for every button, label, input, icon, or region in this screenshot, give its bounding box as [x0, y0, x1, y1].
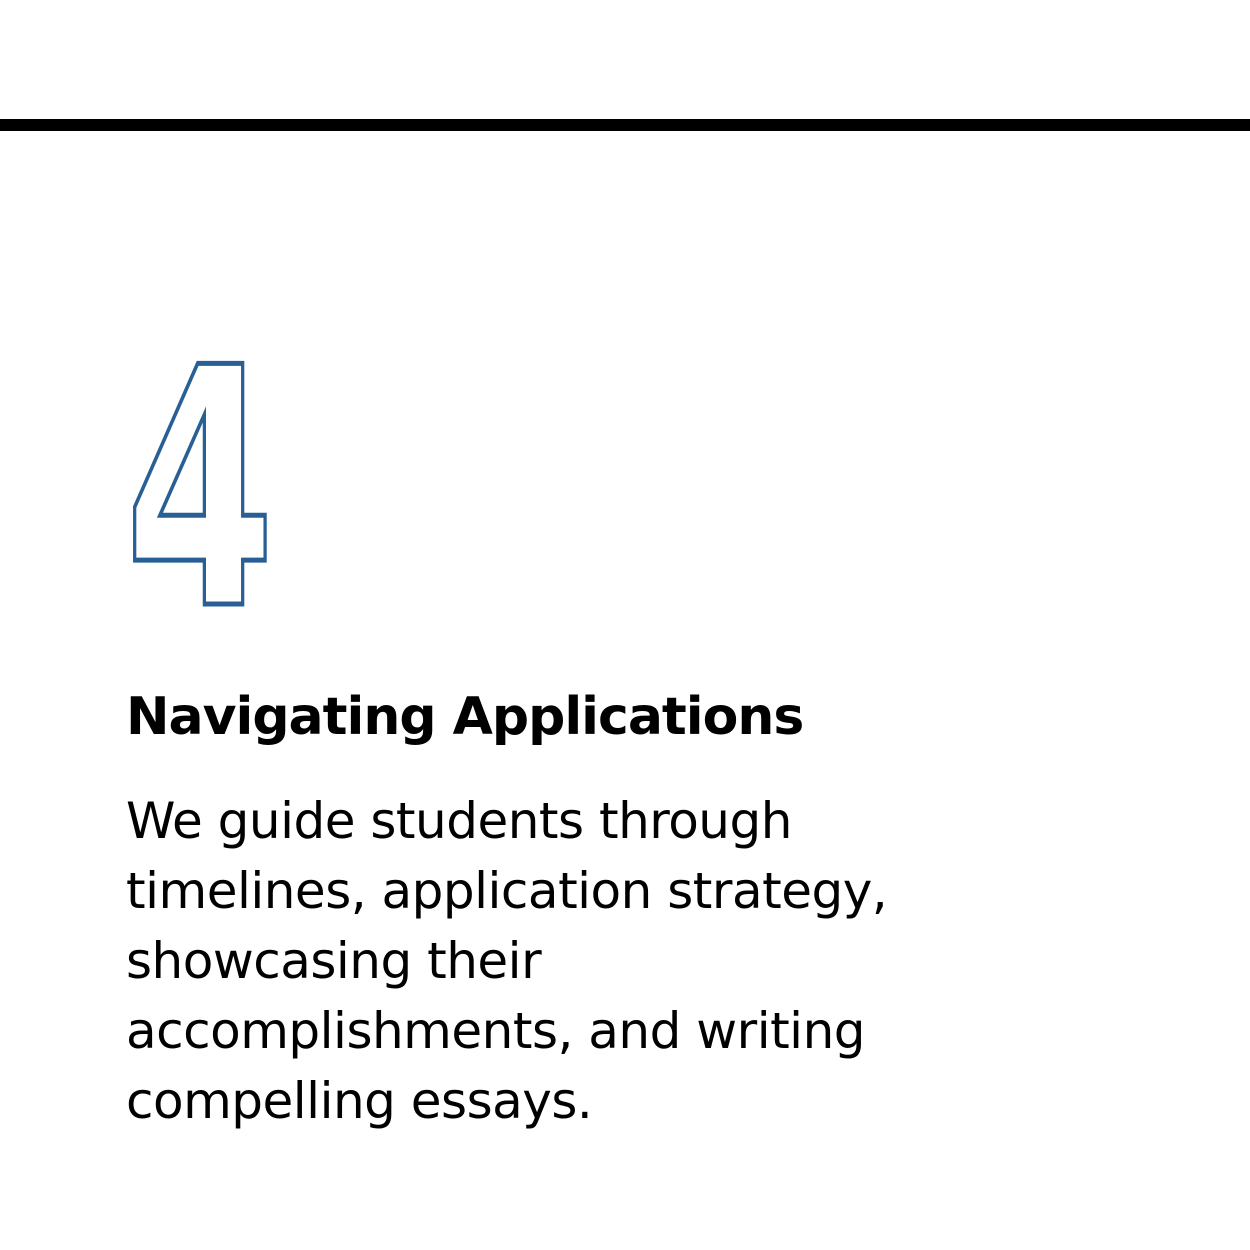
description-line: timelines, application strategy,	[126, 862, 888, 920]
top-divider-rule	[0, 119, 1250, 131]
description-line: We guide students through	[126, 792, 792, 850]
step-number	[122, 298, 278, 682]
step-number-outline	[122, 298, 278, 682]
description-line: accomplishments, and writing	[126, 1002, 866, 1060]
description-line: compelling essays.	[126, 1072, 593, 1130]
description-line: showcasing their	[126, 932, 542, 990]
step-number-text: 4	[125, 298, 275, 682]
section-description	[126, 786, 1126, 1136]
section-title: Navigating Applications	[126, 687, 804, 747]
